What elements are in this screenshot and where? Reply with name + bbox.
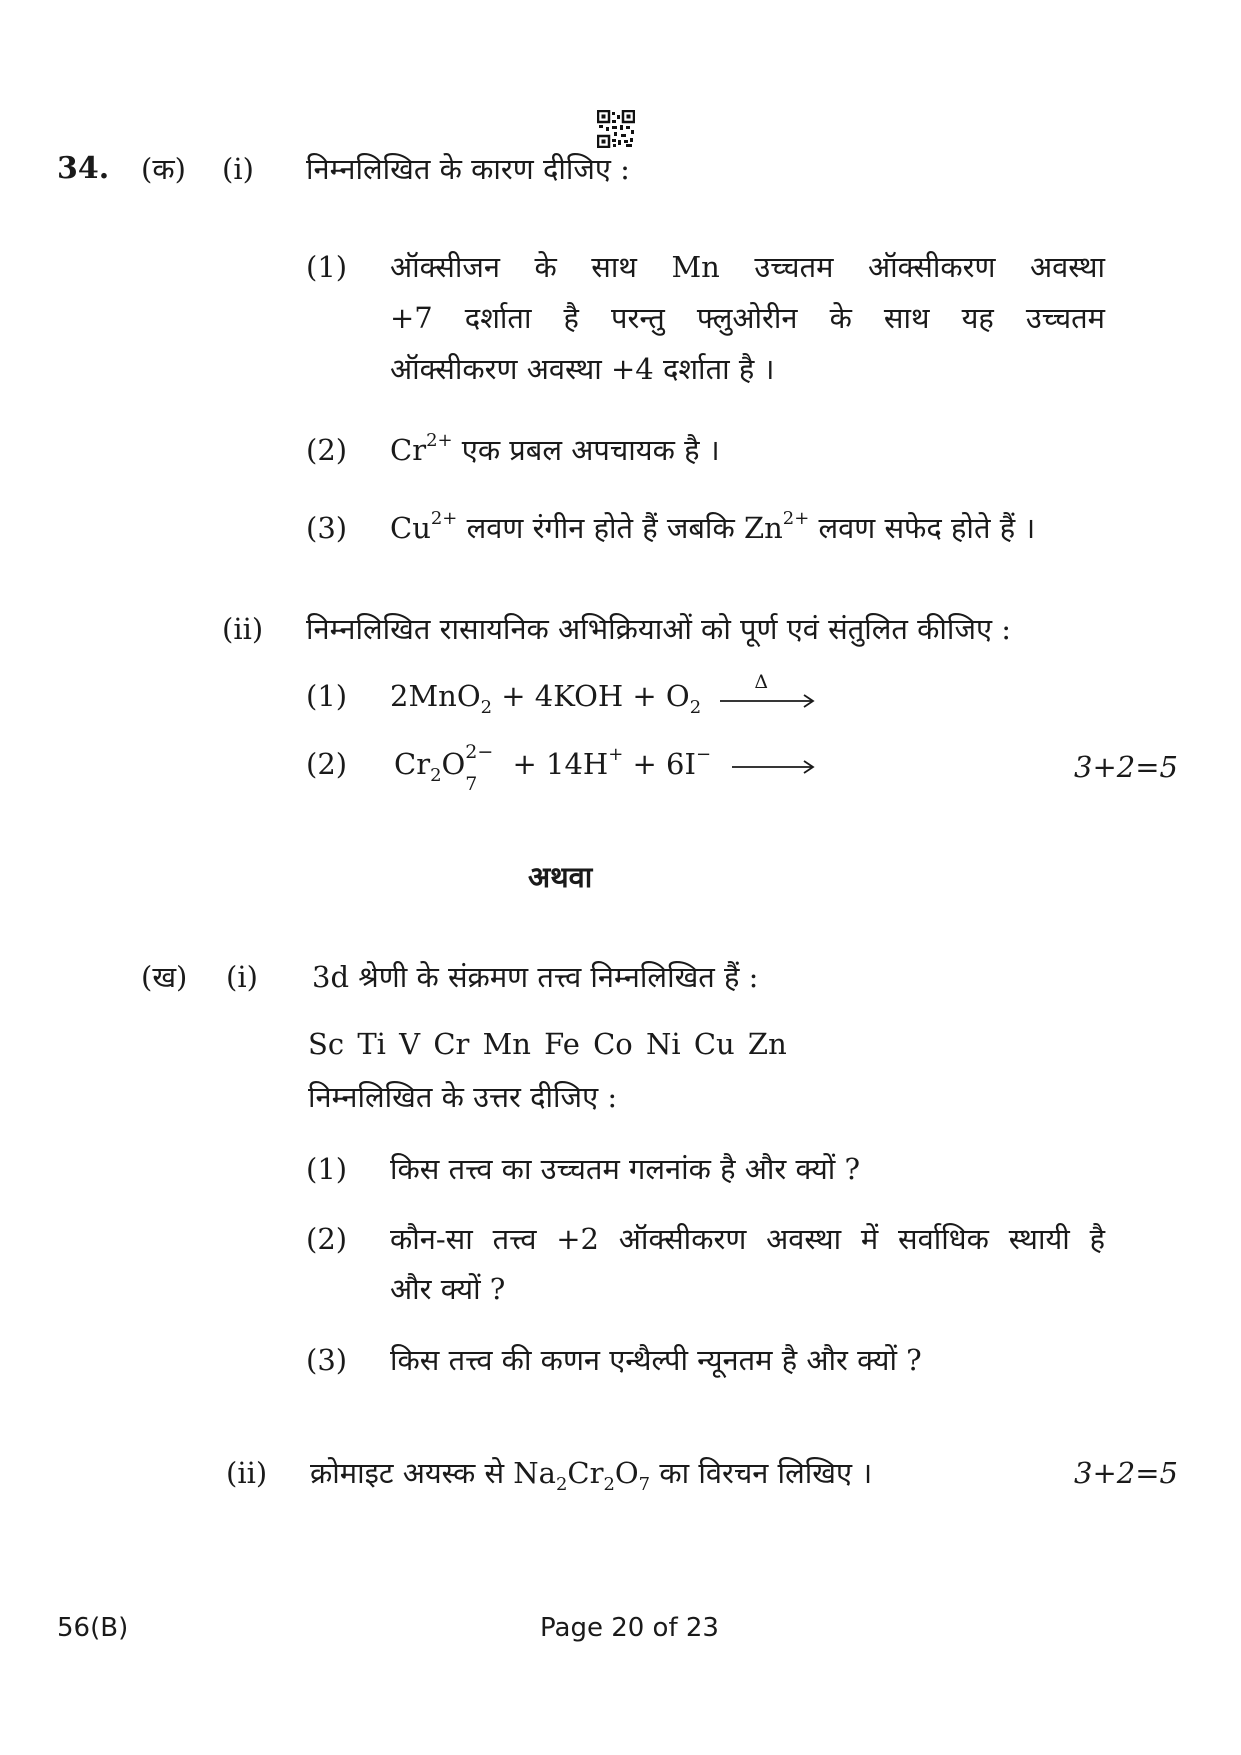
item-number: (3) bbox=[306, 1343, 348, 1377]
item-number: (1) bbox=[306, 1152, 348, 1186]
reactant: + 4KOH + O bbox=[492, 679, 690, 713]
prompt-text: का विरचन लिखिए । bbox=[659, 1456, 873, 1490]
part-a-ii-prompt: निम्नलिखित रासायनिक अभिक्रियाओं को पूर्ण एवं संतुलित कीजिए : bbox=[306, 612, 1011, 646]
marks: 3+2=5 bbox=[1074, 750, 1178, 784]
subscript: 2 bbox=[603, 1473, 615, 1495]
formula-part: Na bbox=[513, 1456, 556, 1490]
question-number: 34. bbox=[57, 151, 110, 186]
heat-symbol: Δ bbox=[754, 671, 769, 693]
item-text: और क्यों ? bbox=[390, 1272, 506, 1306]
reactant: O bbox=[441, 747, 466, 781]
equation-1 bbox=[390, 671, 820, 718]
item-number: (1) bbox=[306, 250, 348, 284]
part-b-i-label: (i) bbox=[226, 960, 258, 994]
superscript: + bbox=[608, 743, 624, 765]
equation-2 bbox=[394, 741, 820, 795]
subscript: 2 bbox=[480, 696, 493, 718]
ion-charge: 2+ bbox=[782, 507, 810, 529]
subscript: 2 bbox=[555, 1473, 568, 1495]
superscript: 2− bbox=[465, 741, 494, 763]
reaction-arrow bbox=[710, 671, 820, 715]
marks: 3+2=5 bbox=[1074, 1456, 1178, 1490]
reactant: 2MnO bbox=[390, 679, 481, 713]
formula-part: O bbox=[614, 1456, 639, 1490]
item-text: किस तत्त्व का उच्चतम गलनांक है और क्यों ? bbox=[390, 1152, 861, 1186]
part-a-ii-label: (ii) bbox=[222, 612, 264, 646]
part-a-i-prompt: निम्नलिखित के कारण दीजिए : bbox=[306, 152, 630, 186]
item-text: कौन-सा तत्त्व +2 ऑक्सीकरण अवस्था में सर्वाधिक स्थायी है bbox=[390, 1222, 1105, 1256]
qr-code-icon bbox=[597, 110, 635, 148]
reactant: + 6I bbox=[623, 747, 696, 781]
charge-stack bbox=[465, 741, 503, 795]
part-b-ii-label: (ii) bbox=[226, 1456, 268, 1490]
item-text: किस तत्त्व की कणन एन्थैल्पी न्यूनतम है और क्यों ? bbox=[390, 1343, 922, 1377]
item-statement: लवण सफेद होते हैं । bbox=[818, 511, 1036, 545]
chemical-species: Cr bbox=[390, 433, 427, 467]
part-b-ii-text bbox=[310, 1456, 873, 1495]
equation-number: (1) bbox=[306, 679, 348, 713]
reactant: Cr bbox=[394, 747, 431, 781]
or-label: अथवा bbox=[528, 860, 593, 894]
chemical-species: Zn bbox=[743, 511, 783, 545]
ion-charge: 2+ bbox=[426, 429, 453, 451]
chemical-species: Cu bbox=[390, 511, 431, 545]
part-b-i-prompt: 3d श्रेणी के संक्रमण तत्त्व निम्नलिखित हैं : bbox=[312, 960, 759, 994]
item-statement: एक प्रबल अपचायक है । bbox=[461, 433, 720, 467]
part-b-sub-prompt: निम्नलिखित के उत्तर दीजिए : bbox=[308, 1080, 618, 1114]
reactant: + 14H bbox=[512, 747, 609, 781]
item-number: (2) bbox=[306, 1222, 348, 1256]
equation-number: (2) bbox=[306, 747, 348, 781]
item-statement: लवण रंगीन होते हैं जबकि bbox=[466, 511, 735, 545]
arrow-icon bbox=[720, 749, 820, 783]
subscript: 2 bbox=[689, 696, 702, 718]
element-list: Sc Ti V Cr Mn Fe Co Ni Cu Zn bbox=[308, 1027, 787, 1061]
prompt-text: क्रोमाइट अयस्क से bbox=[310, 1456, 505, 1490]
paper-code: 56(B) bbox=[57, 1613, 129, 1643]
item-text: ऑक्सीकरण अवस्था +4 दर्शाता है । bbox=[390, 352, 775, 386]
item-text: ऑक्सीजन के साथ Mn उच्चतम ऑक्सीकरण अवस्था bbox=[390, 250, 1105, 284]
subscript: 2 bbox=[430, 764, 442, 786]
item-text bbox=[390, 429, 720, 467]
part-a-label: (क) bbox=[141, 152, 186, 186]
item-number: (3) bbox=[306, 511, 348, 545]
formula-part: Cr bbox=[567, 1456, 604, 1490]
part-b-label: (ख) bbox=[141, 960, 188, 994]
ion-charge: 2+ bbox=[430, 507, 458, 529]
item-text: +7 दर्शाता है परन्तु फ्लुओरीन के साथ यह उच्चतम bbox=[390, 301, 1105, 335]
page-number: Page 20 of 23 bbox=[540, 1613, 719, 1643]
item-text bbox=[390, 507, 1036, 545]
superscript: − bbox=[695, 743, 711, 765]
part-a-i-label: (i) bbox=[222, 152, 254, 186]
subscript: 7 bbox=[638, 1473, 651, 1495]
subscript: 7 bbox=[465, 773, 478, 795]
item-number: (2) bbox=[306, 433, 348, 467]
